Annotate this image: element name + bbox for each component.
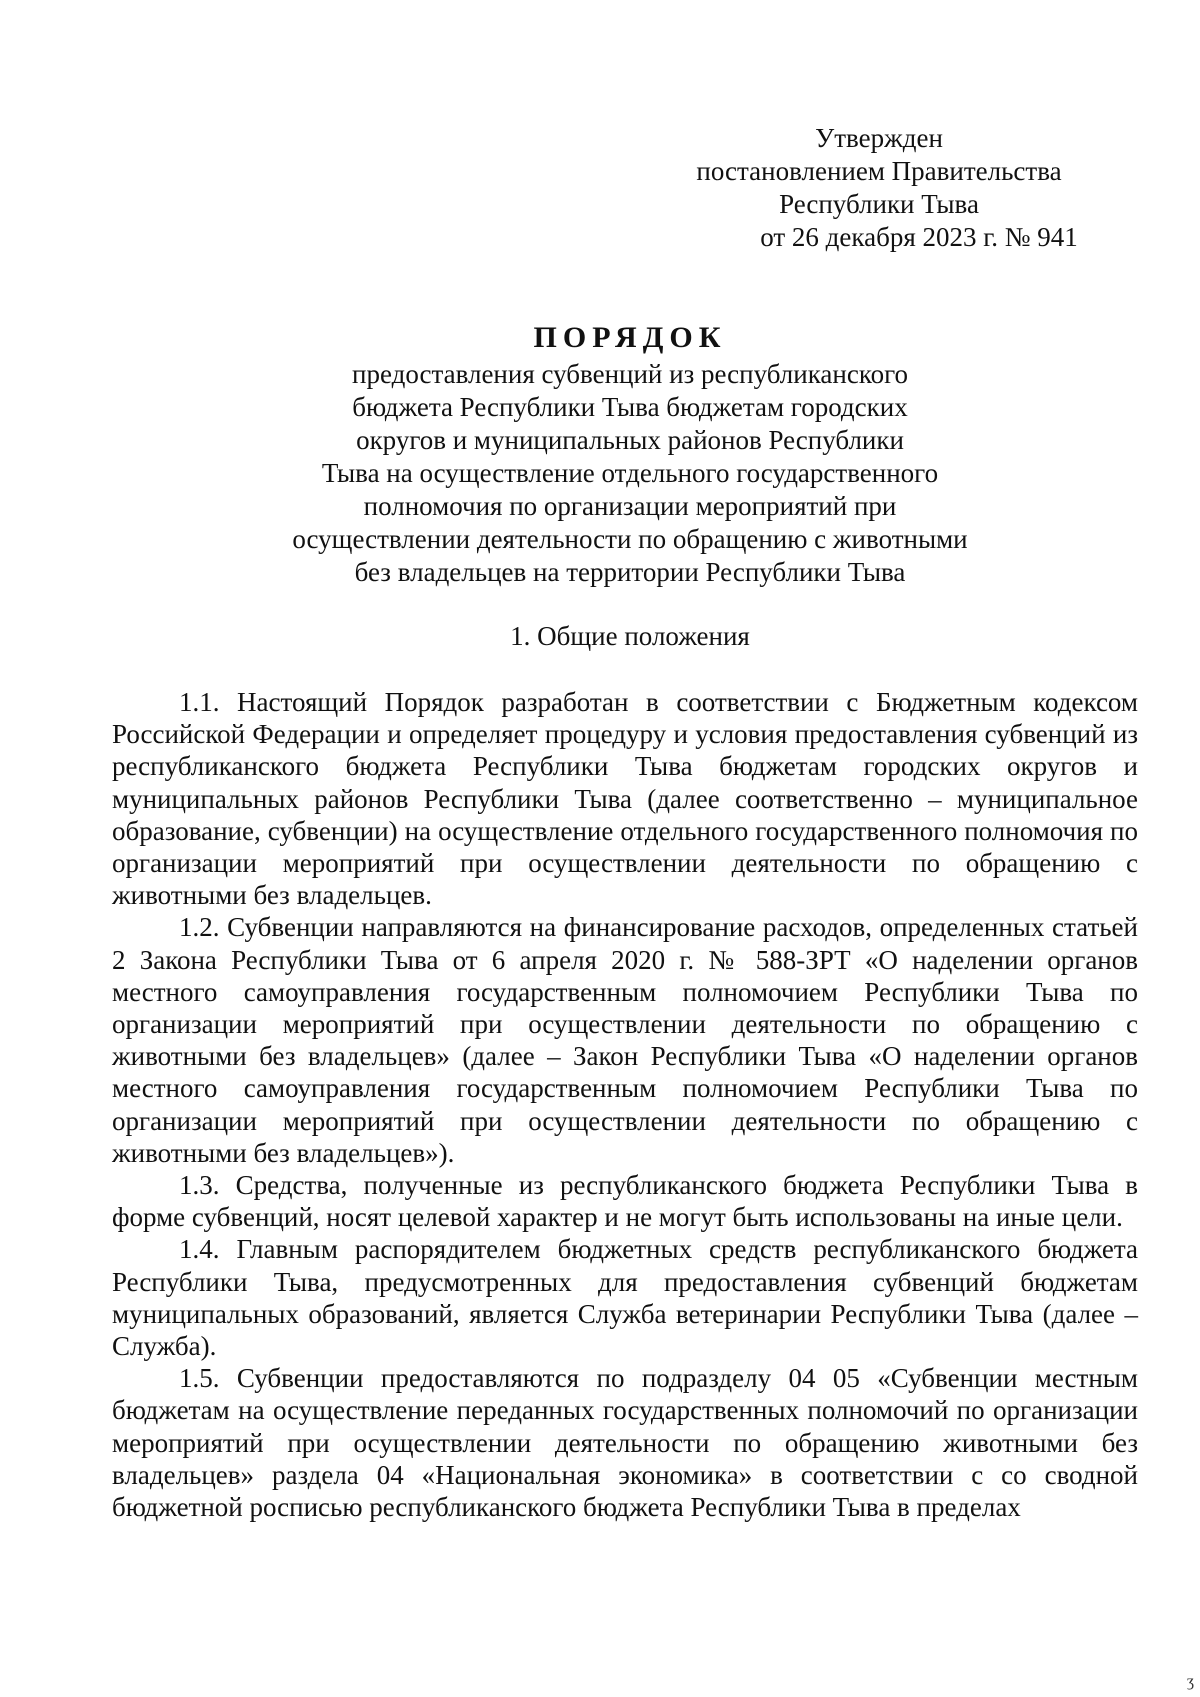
section-heading: 1. Общие положения — [510, 621, 750, 651]
approval-line-republic: Республики Тыва — [779, 189, 979, 219]
paragraph-1-2: 1.2. Субвенции направляются на финансирование расходов, определенных статьей 2 Закона Республики Тыва от 6 апреля 2020 г. № 588-ЗРТ «О наделении органов местного самоуправления государственным полномочием Республики Тыва по организации мероприятий при осуществлении деятельности по обращению с животными без владельцев» (далее – Закон Республики Тыва «О наделении органов местного самоуправления государственным полномочием Республики Тыва по организации мероприятий при осуществлении деятельности по обращению с животными без владельцев»). — [112, 912, 1138, 1168]
paragraph-1-1: 1.1. Настоящий Порядок разработан в соответствии с Бюджетным кодексом Российской Федерации и определяет процедуру и условия предоставления субвенций из республиканского бюджета Республики Тыва бюджетам городских округов и муниципальных районов Республики Тыва (далее соответственно – муниципальное образование, субвенции) на осуществление отдельного государственного полномочия по организации мероприятий при осуществлении деятельности по обращению с животными без владельцев. — [112, 687, 1138, 911]
subtitle-line: округов и муниципальных районов Республики — [356, 425, 904, 455]
paragraph-1-3: 1.3. Средства, полученные из республиканского бюджета Республики Тыва в форме субвенций, носят целевой характер и не могут быть использованы на иные цели. — [112, 1170, 1138, 1233]
document-subtitle — [180, 358, 1080, 589]
subtitle-line: предоставления субвенций из республиканского — [352, 359, 908, 389]
subtitle-line: полномочия по организации мероприятий при — [363, 491, 897, 521]
subtitle-line: Тыва на осуществление отдельного государственного — [321, 458, 939, 488]
approval-line-resolution: постановлением Правительства — [696, 156, 1062, 186]
approval-line-date: от 26 декабря 2023 г. № 941 — [760, 222, 1078, 252]
document-body — [112, 686, 1138, 1523]
subtitle-line: без владельцев на территории Республики Тыва — [354, 557, 906, 587]
paragraph-1-5: 1.5. Субвенции предоставляются по подразделу 04 05 «Субвенции местным бюджетам на осуществление переданных государственных полномочий по организации мероприятий при осуществлении деятельности по обращению животными без владельцев» раздела 04 «Национальная экономика» в соответствии с со сводной бюджетной росписью республиканского бюджета Республики Тыва в пределах — [112, 1363, 1138, 1523]
document-title: ПОРЯДОК — [533, 321, 727, 354]
subtitle-line: осуществлении деятельности по обращению с животными — [292, 524, 968, 554]
approval-stamp — [640, 122, 1118, 254]
paragraph-1-4: 1.4. Главным распорядителем бюджетных средств республиканского бюджета Республики Тыва, предусмотренных для предоставления субвенций бюджетам муниципальных образований, является Служба ветеринарии Республики Тыва (далее – Служба). — [112, 1234, 1138, 1362]
subtitle-line: бюджета Республики Тыва бюджетам городских — [352, 392, 908, 422]
page-edge-mark: ʒ — [1186, 1673, 1194, 1690]
approval-line-approved: Утвержден — [815, 123, 943, 153]
